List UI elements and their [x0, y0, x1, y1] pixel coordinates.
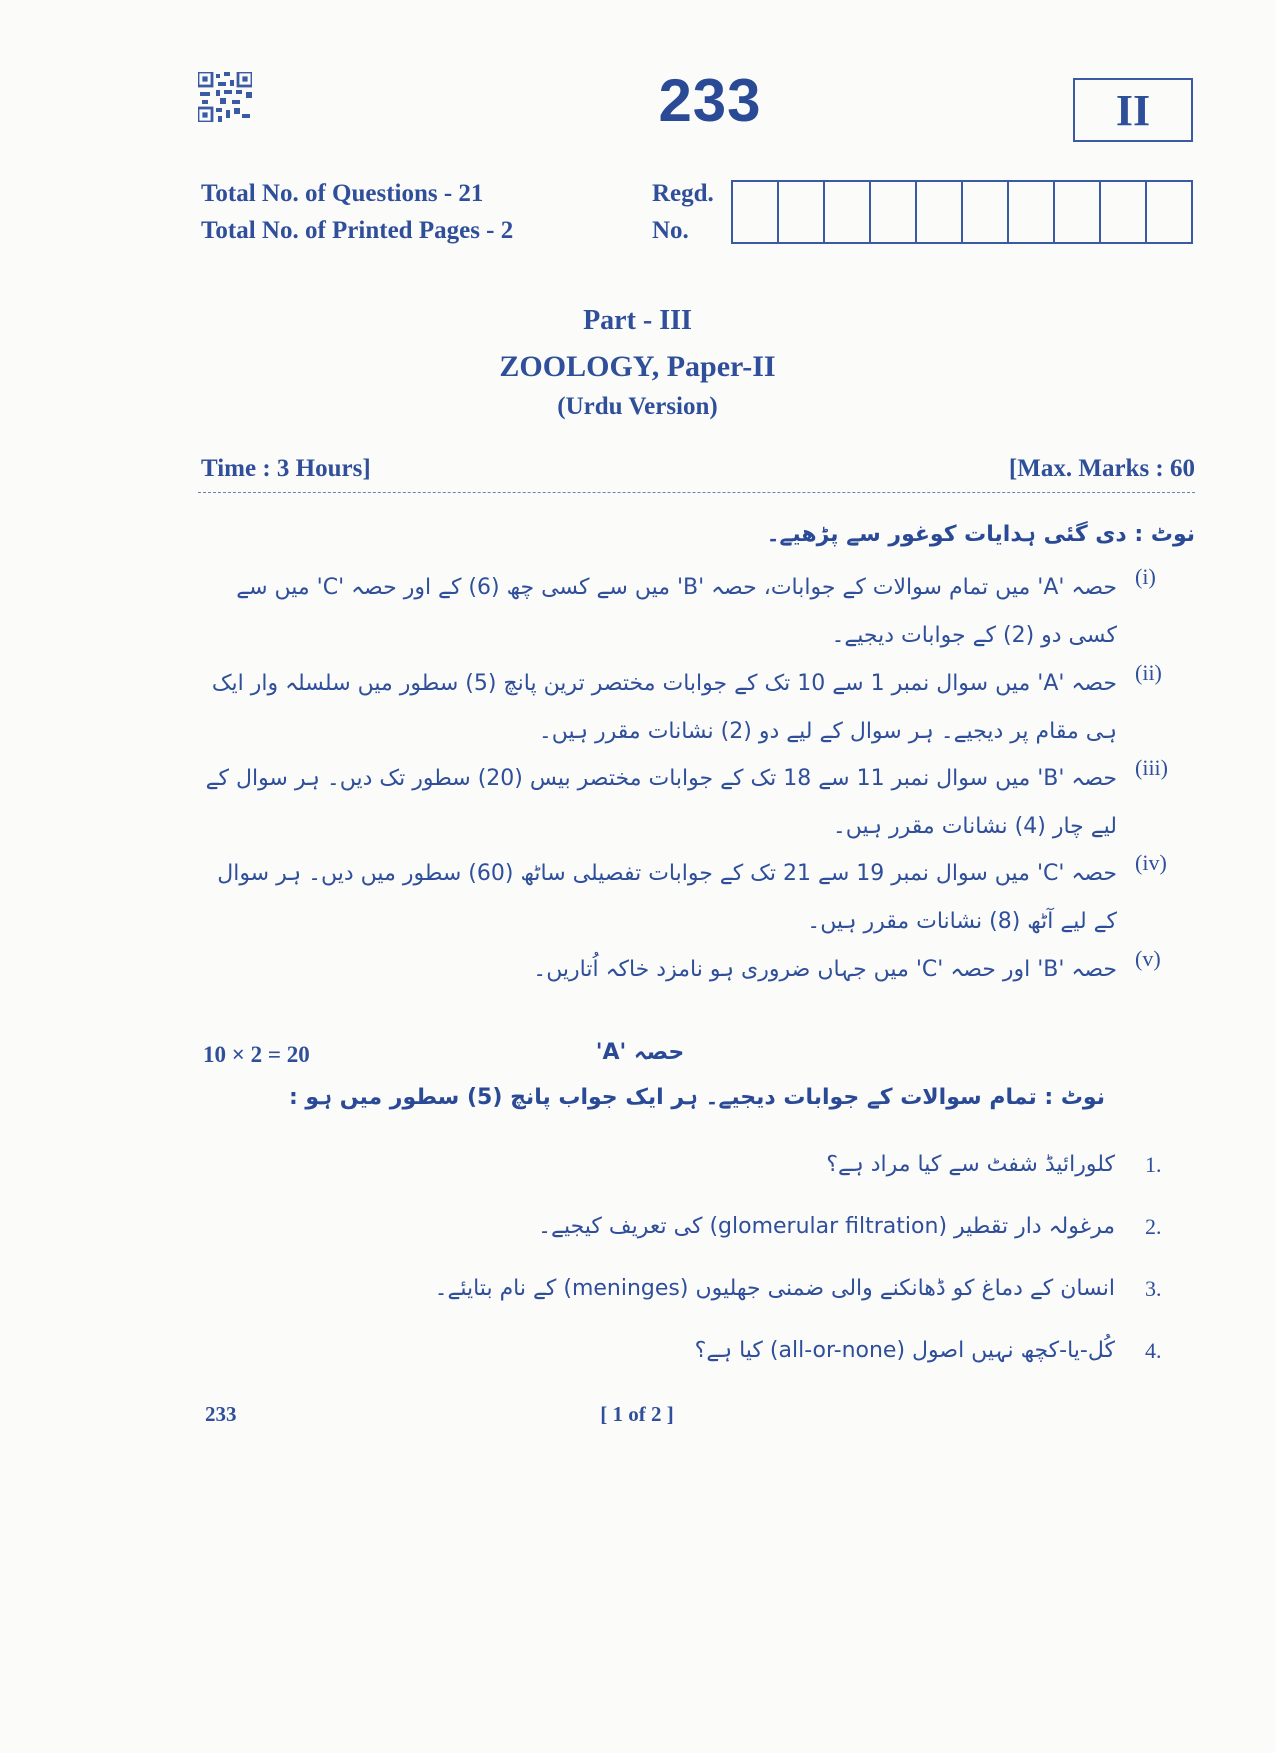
- regd-digit-box[interactable]: [963, 182, 1009, 242]
- registration-number-boxes[interactable]: [731, 180, 1193, 244]
- footer-paper-code: 233: [205, 1402, 237, 1426]
- instruction-text: حصہ 'B' اور حصہ 'C' میں جہاں ضروری ہو نامزد خاکہ اُتاریں۔: [533, 957, 1117, 982]
- footer-page-number: [ 1 of 2 ]: [600, 1402, 674, 1426]
- instruction-text: حصہ 'A' میں سوال نمبر 1 سے 10 تک کے جوابات مختصر ترین پانچ (5) سطور میں سلسلہ وار ایک ہی مقام پر دیجیے۔ ہر سوال کے لیے دو (2) نشانات مقرر ہیں۔: [211, 671, 1117, 744]
- instruction-item: [205, 660, 1195, 756]
- max-marks: [Max. Marks : 60: [1008, 455, 1195, 482]
- regd-no-label: No.: [652, 217, 689, 244]
- section-a-note: نوٹ : تمام سوالات کے جوابات دیجیے۔ ہر ایک جواب پانچ (5) سطور میں ہو :: [288, 1085, 1105, 1110]
- instruction-item: [205, 946, 1195, 994]
- time-allowed: Time : 3 Hours]: [201, 455, 371, 482]
- instruction-item: [205, 564, 1195, 660]
- instruction-number: (iii): [1135, 755, 1168, 780]
- regd-digit-box[interactable]: [1009, 182, 1055, 242]
- instruction-text: حصہ 'C' میں سوال نمبر 19 سے 21 تک کے جوابات تفصیلی ساٹھ (60) سطور میں دیں۔ ہر سوال کے لیے آٹھ (8) نشانات مقرر ہیں۔: [217, 861, 1117, 934]
- instruction-item: [205, 755, 1195, 851]
- section-a-marks: 10 × 2 = 20: [203, 1042, 310, 1067]
- instruction-number: (v): [1135, 946, 1161, 971]
- header-divider: [198, 492, 1195, 493]
- question-item: [195, 1214, 1195, 1239]
- question-number: 3.: [1145, 1276, 1162, 1301]
- regd-digit-box[interactable]: [825, 182, 871, 242]
- instruction-number: (i): [1135, 564, 1156, 589]
- qr-code-icon: [198, 72, 252, 122]
- instruction-text: حصہ 'A' میں تمام سوالات کے جوابات، حصہ 'B' میں سے کسی چھ (6) کے اور حصہ 'C' میں سے کسی دو (2) کے جوابات دیجیے۔: [236, 575, 1117, 648]
- paper-code: 233: [658, 67, 762, 134]
- set-label-box: II: [1073, 78, 1193, 142]
- regd-digit-box[interactable]: [917, 182, 963, 242]
- question-text: کلورائیڈ شفٹ سے کیا مراد ہے؟: [826, 1152, 1115, 1177]
- question-text: مرغولہ دار تقطیر (glomerular filtration) کی تعریف کیجیے۔: [538, 1214, 1115, 1239]
- question-item: [195, 1276, 1195, 1301]
- regd-label: Regd.: [652, 180, 714, 207]
- total-pages: Total No. of Printed Pages - 2: [201, 217, 514, 244]
- subject-title: ZOOLOGY, Paper-II: [499, 350, 776, 383]
- question-item: [195, 1152, 1195, 1177]
- question-text: کُل-یا-کچھ نہیں اصول (all-or-none) کیا ہے؟: [694, 1338, 1115, 1363]
- section-a-title: حصہ 'A': [595, 1040, 685, 1065]
- instruction-number: (ii): [1135, 660, 1162, 685]
- question-number: 1.: [1145, 1152, 1162, 1177]
- version-label: (Urdu Version): [557, 393, 718, 420]
- regd-digit-box[interactable]: [871, 182, 917, 242]
- regd-digit-box[interactable]: [1055, 182, 1101, 242]
- instructions-title: نوٹ : دی گئی ہدایات کوغور سے پڑھیے۔: [766, 522, 1195, 547]
- regd-digit-box[interactable]: [1101, 182, 1147, 242]
- regd-digit-box[interactable]: [779, 182, 825, 242]
- instruction-text: حصہ 'B' میں سوال نمبر 11 سے 18 تک کے جوابات مختصر بیس (20) سطور تک دیں۔ ہر سوال کے لیے چار (4) نشانات مقرر ہیں۔: [205, 766, 1117, 839]
- question-item: [195, 1338, 1195, 1363]
- question-text: انسان کے دماغ کو ڈھانکنے والی ضمنی جھلیوں (meninges) کے نام بتایئے۔: [434, 1276, 1115, 1301]
- question-number: 4.: [1145, 1338, 1162, 1363]
- regd-digit-box[interactable]: [1147, 182, 1191, 242]
- instruction-item: [205, 850, 1195, 946]
- regd-digit-box[interactable]: [733, 182, 779, 242]
- part-title: Part - III: [583, 305, 692, 336]
- question-number: 2.: [1145, 1214, 1162, 1239]
- total-questions: Total No. of Questions - 21: [201, 180, 484, 207]
- instruction-number: (iv): [1135, 850, 1167, 875]
